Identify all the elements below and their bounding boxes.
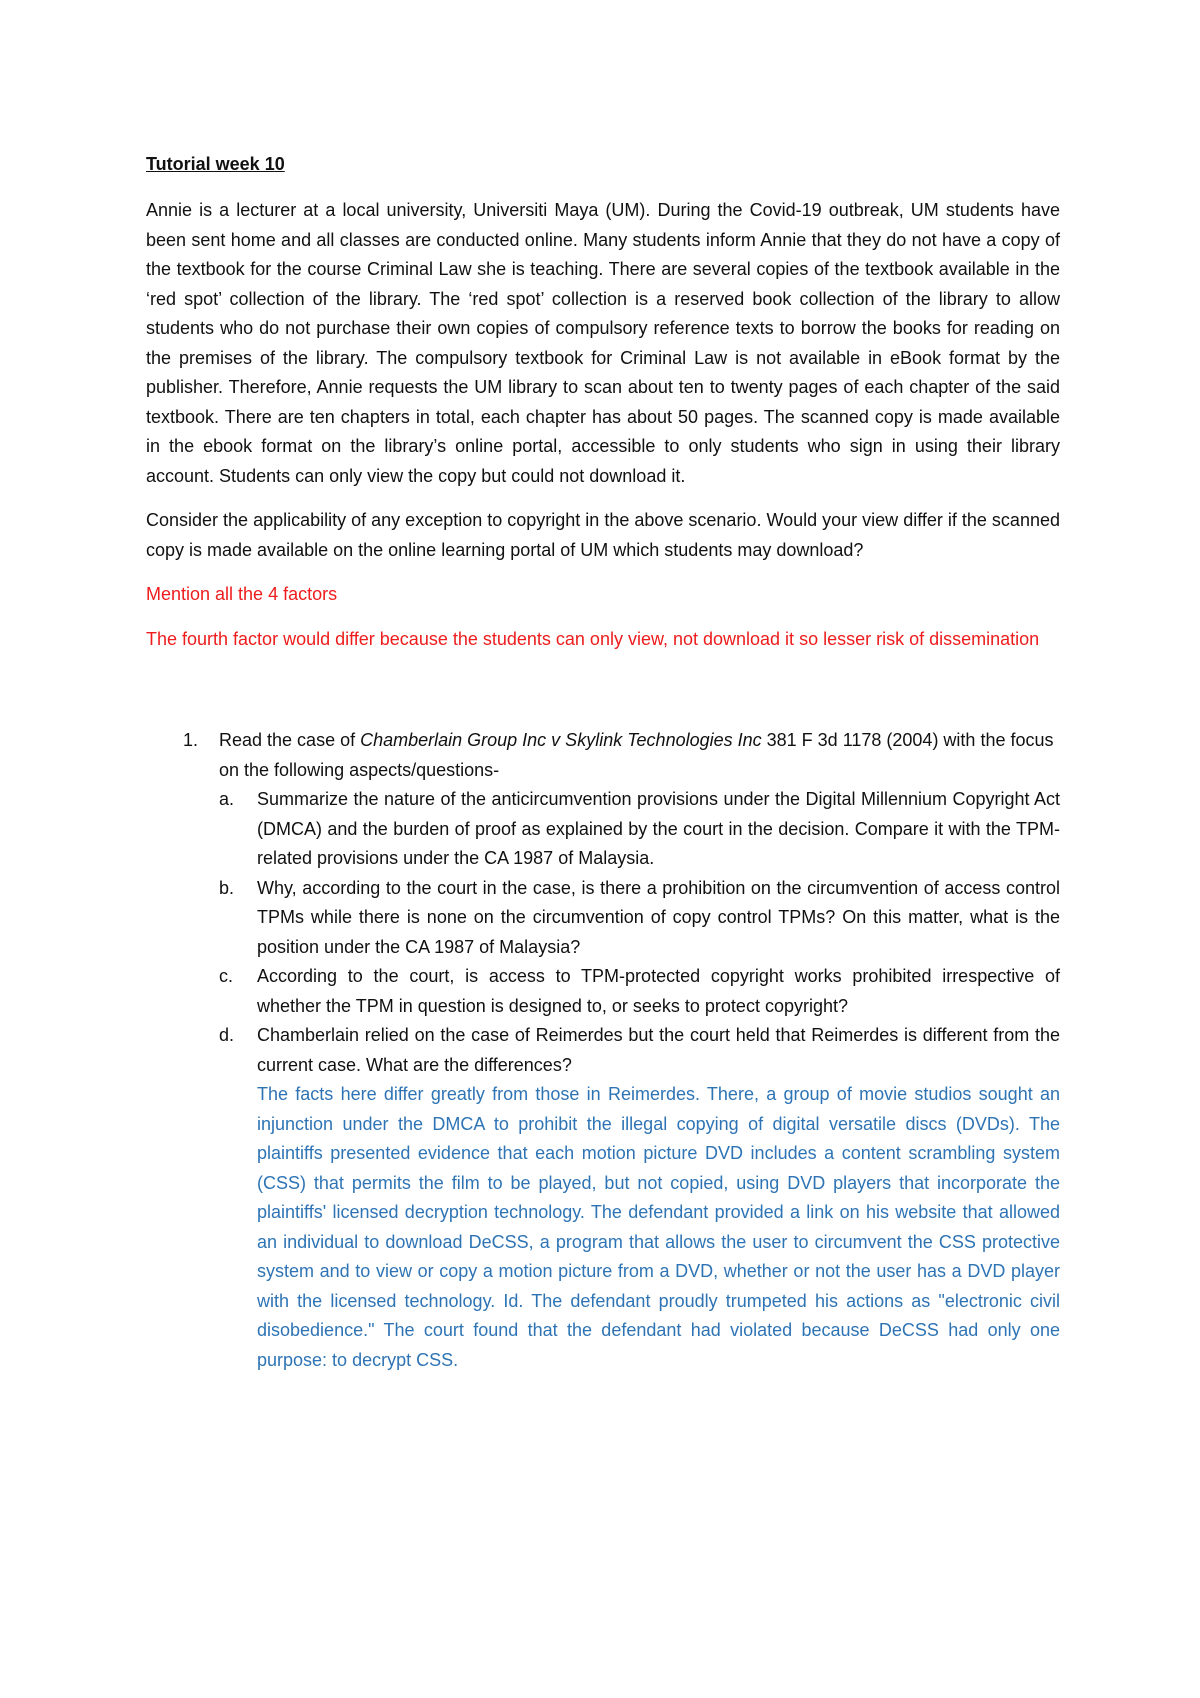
sub-question-b-text: Why, according to the court in the case, is there a prohibition on the circumvention of access control TPMs while there is none on the circumvention of copy control TPMs? On this matter, what is the position under the CA 1987 of Malaysia? (257, 877, 1060, 957)
sub-question-b (219, 874, 1060, 963)
sub-question-c (219, 962, 1060, 1021)
sub-question-c-text: According to the court, is access to TPM-protected copyright works prohibited irrespective of whether the TPM in question is designed to, or seeks to protect copyright? (257, 966, 1060, 1016)
question-1 (146, 726, 1060, 1375)
question-1-suffix: 381 F 3d 1178 (2004) with the focus on the following aspects/questions- (219, 730, 1054, 780)
sub-question-b-letter: b. (219, 877, 235, 898)
scenario-paragraph: Annie is a lecturer at a local university, Universiti Maya (UM). During the Covid-19 outbreak, UM students have been sent home and all classes are conducted online. Many students inform Annie that they do not have a copy of the textbook for the course Criminal Law she is teaching. There are several copies of the textbook available in the ‘red spot’ collection of the library. The ‘red spot’ collection is a reserved book collection of the library to allow students who do not purchase their own copies of compulsory reference texts to borrow the books for reading on the premises of the library. The compulsory textbook for Criminal Law is not available in eBook format by the publisher. Therefore, Annie requests the UM library to scan about ten to twenty pages of each chapter of the said textbook. There are ten chapters in total, each chapter has about 50 pages. The scanned copy is made available in the ebook format on the library’s online portal, accessible to only students who sign in using their library account. Students can only view the copy but could not download it. (146, 200, 1060, 486)
answer-note-factors: Mention all the 4 factors (146, 584, 338, 604)
question-1-case-name: Chamberlain Group Inc v Skylink Technologies Inc (360, 730, 762, 750)
document-title: Tutorial week 10 (146, 154, 285, 174)
question-list (146, 726, 1060, 1375)
sub-question-list (219, 785, 1060, 1375)
sub-question-c-letter: c. (219, 966, 234, 986)
sub-question-a (219, 785, 1060, 874)
sub-question-d-answer: The facts here differ greatly from those in Reimerdes. There, a group of movie studios sought an injunction under the DMCA to prohibit the illegal copying of digital versatile discs (DVDs). The plaintiffs presented evidence that each motion picture DVD includes a content scrambling system (CSS) that permits the film to be played, but not copied, using DVD players that incorporate the plaintiffs' licensed decryption technology. The defendant provided a link on his website that allowed an individual to download DeCSS, a program that allows the user to circumvent the CSS protective system and to view or copy a motion picture from a DVD, whether or not the user has a DVD player with the licensed technology. Id. The defendant proudly trumpeted his actions as "electronic civil disobedience." The court found that the defendant had violated because DeCSS had only one purpose: to decrypt CSS. (257, 1084, 1060, 1370)
sub-question-a-text: Summarize the nature of the anticircumvention provisions under the Digital Millennium Copyright Act (DMCA) and the burden of proof as explained by the court in the decision. Compare it with the TPM-related provisions under the CA 1987 of Malaysia. (257, 789, 1060, 868)
sub-question-a-letter: a. (219, 789, 235, 809)
sub-question-d-letter: d. (219, 1025, 235, 1045)
question-1-number: 1. (183, 730, 199, 750)
sub-question-d-text: Chamberlain relied on the case of Reimerdes but the court held that Reimerdes is different from the current case. What are the differences? (257, 1025, 1060, 1075)
sub-question-d (219, 1021, 1060, 1375)
answer-note-fourth-factor: The fourth factor would differ because the students can only view, not download it so lesser risk of dissemination (146, 628, 1040, 649)
question-1-prefix: Read the case of (219, 730, 361, 750)
question-paragraph: Consider the applicability of any exception to copyright in the above scenario. Would your view differ if the scanned copy is made available on the online learning portal of UM which students may download? (146, 510, 1060, 560)
